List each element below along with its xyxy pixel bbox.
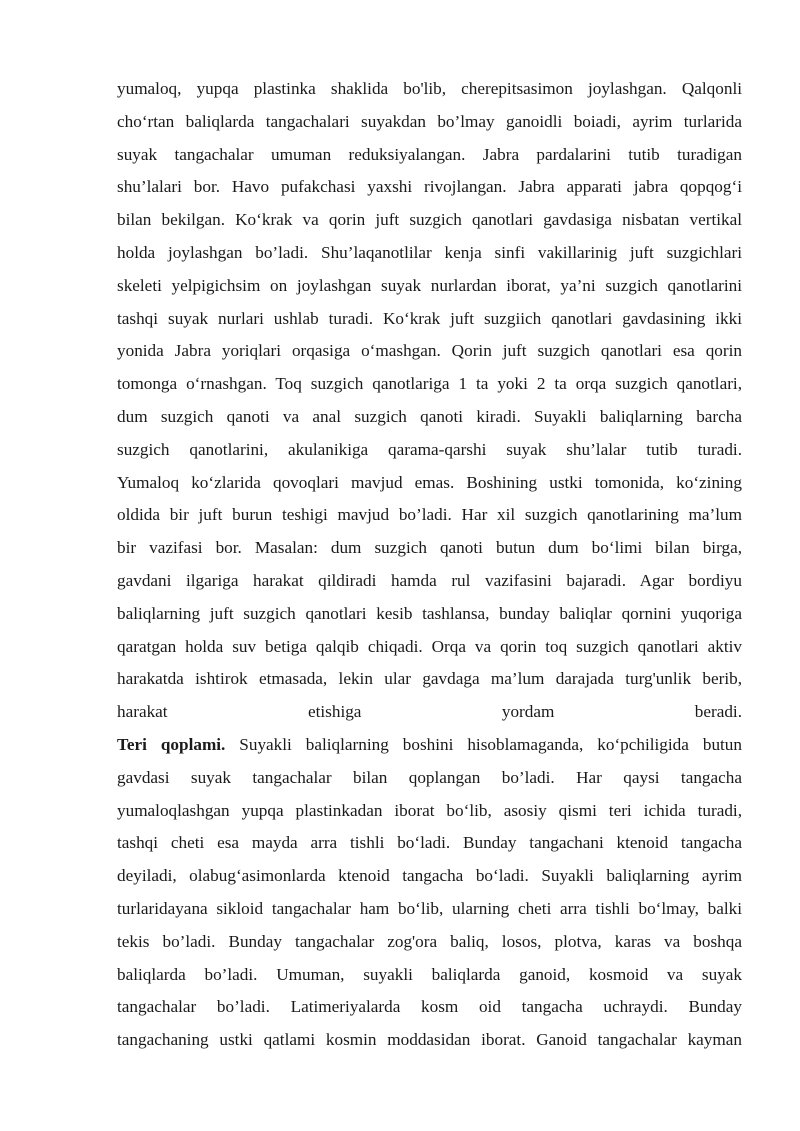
text-line: shu’lalari bor. Havo pufakchasi yaxshi rivojlangan. Jabra apparati jabra qopqog‘i [117,177,742,197]
text-line: qaratgan holda suv betiga qalqib chiqadi. Orqa va qorin toq suzgich qanotlari aktiv [117,636,742,656]
text-line: tashqi cheti esa mayda arra tishli bo‘ladi. Bunday tangachani ktenoid tangacha [117,833,742,853]
text-line: tomonga o‘rnashgan. Toq suzgich qanotlariga 1 ta yoki 2 ta orqa suzgich qanotlari, [117,374,742,394]
text-line: Yumaloq ko‘zlarida qovoqlari mavjud emas. Boshining ustki tomonida, ko‘zining [117,472,742,492]
text-line [117,729,742,762]
text-line: gavdasi suyak tangachalar bilan qoplangan bo’ladi. Har qaysi tangacha [117,767,742,787]
text-line: baliqlarda bo’ladi. Umuman, suyakli baliqlarda ganoid, kosmoid va suyak [117,964,742,984]
text-line: turlaridayana sikloid tangachalar ham bo‘lib, ularning cheti arra tishli bo‘lmay, balki [117,898,742,918]
text-line: gavdani ilgariga harakat qildiradi hamda rul vazifasini bajaradi. Agar bordiyu [117,570,742,590]
text-line: harakat etishiga yordam beradi. [117,702,742,722]
document-page [117,73,742,1057]
text-line: suyak tangachalar umuman reduksiyalangan. Jabra pardalarini tutib turadigan [117,144,742,164]
text-line: tekis bo’ladi. Bunday tangachalar zog'ora baliq, losos, plotva, karas va boshqa [117,931,742,951]
text-line: deyiladi, olabug‘asimonlarda ktenoid tangacha bo‘ladi. Suyakli baliqlarning ayrim [117,866,742,886]
text-line: tashqi suyak nurlari ushlab turadi. Ko‘krak juft suzgiich qanotlari gavdasining ikki [117,308,742,328]
text-line: yumaloq, yupqa plastinka shaklida bo'lib, cherepitsasimon joylashgan. Qalqonli [117,79,742,98]
text-line: oldida bir juft burun teshigi mavjud bo’ladi. Har xil suzgich qanotlarining ma’lum [117,505,742,525]
text-line: cho‘rtan baliqlarda tangachalari suyakdan bo’lmay ganoidli boiadi, ayrim turlarida [117,111,742,131]
section-heading: Teri qoplami. [117,734,226,754]
text-line: baliqlarning juft suzgich qanotlari kesib tashlansa, bunday baliqlar qornini yuqoriga [117,603,742,623]
text-line: suzgich qanotlarini, akulanikiga qarama-qarshi suyak shu’lalar tutib turadi. [117,439,742,459]
text-line: skeleti yelpigichsim on joylashgan suyak nurlardan iborat, ya’ni suzgich qanotlarini [117,275,742,295]
text-run: Suyakli baliqlarning boshini hisoblamaganda, ko‘pchiligida butun [225,734,742,754]
text-line: bilan bekilgan. Ko‘krak va qorin juft suzgich qanotlari gavdasiga nisbatan vertikal [117,210,742,230]
text-line: dum suzgich qanoti va anal suzgich qanoti kiradi. Suyakli baliqlarning barcha [117,406,742,426]
text-line: yonida Jabra yoriqlari orqasiga o‘mashgan. Qorin juft suzgich qanotlari esa qorin [117,341,742,361]
text-line: tangachalar bo’ladi. Latimeriyalarda kosm oid tangacha uchraydi. Bunday [117,997,742,1017]
text-line: harakatda ishtirok etmasada, lekin ular gavdaga ma’lum darajada turg'unlik berib, [117,669,742,689]
text-line: tangachaning ustki qatlami kosmin moddasidan iborat. Ganoid tangachalar kayman [117,1030,742,1050]
text-line: holda joylashgan bo’ladi. Shu’laqanotlilar kenja sinfi vakillarinig juft suzgichlari [117,242,742,262]
paragraph-fins [117,73,742,729]
text-line: bir vazifasi bor. Masalan: dum suzgich qanoti butun dum bo‘limi bilan birga, [117,538,742,558]
text-line: yumaloqlashgan yupqa plastinkadan iborat bo‘lib, asosiy qismi teri ichida turadi, [117,800,742,820]
paragraph-skin-cover [117,729,742,1057]
